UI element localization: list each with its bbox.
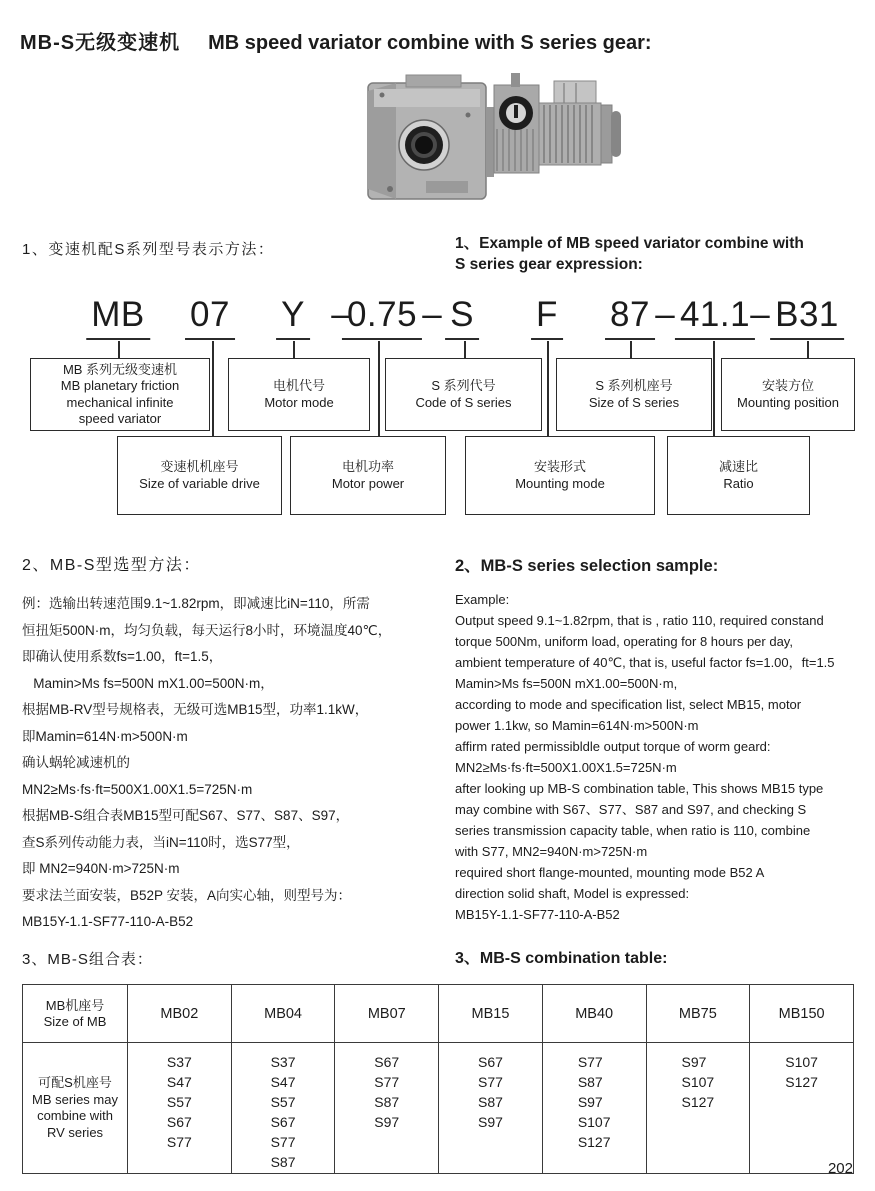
connector-line [212,341,214,436]
column-header-mb15: MB15 [439,985,543,1043]
column-header-mb07: MB07 [335,985,439,1043]
table-cell-mb75 [646,1043,750,1174]
label-box-s-size: S 系列机座号 Size of S series [556,358,712,431]
code-dash: – [331,295,351,334]
code-segment-motor-mode: Y [276,295,310,340]
code-segment-power: 0.75 [342,295,422,340]
connector-line [293,341,295,358]
connector-line [630,341,632,358]
table-cell-mb40 [542,1043,646,1174]
code-segment-mounting-mode: F [531,295,563,340]
selection-method-zh-text: 例：选输出转速范围9.1~1.82rpm，即减速比iN=110，所需 恒扭矩500N·m，均匀负载，每天运行8小时，环境温度40℃， 即确认使用系数fs=1.00，ft=1.5， Mamin>Ms fs=500N mX1.00=500N·m， 根据MB-RV型号规格表，无级可选MB15型，功率1.1kW， 即Mamin=614N·m>500N·m 确认蜗轮减速机的 MN2≥Ms·fs·ft=500X1.00X1.5=725N·m 根据MB-S组合表MB15型可配S67、S77、S87、S97， 查S系列传动能力表，当iN=110时，选S77型， 即 MN2=940N·m>725N·m 要求法兰面安装，B52P 安装，A向实心轴，则型号为： MB15Y-1.1-SF77-110-A-B52 [22,596,392,929]
table-cell-mb15 [439,1043,543,1174]
s-series-list: S97 S107 S127 [681,1054,715,1110]
gearbox-variator-motor-photo [366,71,622,207]
section3-heading-en: 3、MB-S combination table: [455,950,668,967]
selection-sample-en [455,552,873,925]
label-box-motor-mode: 电机代号 Motor mode [228,358,370,431]
table-corner-cell: MB机座号 Size of MB [23,985,128,1043]
connector-line [118,341,120,358]
code-dash: – [655,295,675,334]
section2-heading-zh: 2、MB-S型选型方法： [22,557,201,574]
connector-line [547,341,549,436]
connector-line [807,341,809,358]
s-series-list: S37 S47 S57 S67 S77 [166,1054,192,1150]
column-header-mb02: MB02 [128,985,232,1043]
section1-heading-zh: 1、变速机配S系列型号表示方法： [22,241,275,258]
model-code-diagram [0,295,875,523]
code-segment-s-code: S [445,295,479,340]
connector-line [713,341,715,436]
mb-s-combination-table [22,984,854,1174]
s-series-list: S37 S47 S57 S67 S77 S87 [270,1054,296,1170]
s-series-list: S107 S127 [785,1054,818,1090]
table-header-row [23,985,854,1043]
column-header-mb75: MB75 [646,985,750,1043]
row-label-cell: 可配S机座号 MB series may combine with RV series [23,1043,128,1174]
code-dash: – [422,295,442,334]
section3-heading-zh: 3、MB-S组合表： [22,951,153,968]
page-number: 202 [827,1160,853,1177]
s-series-list: S77 S87 S97 S107 S127 [577,1054,611,1150]
table-data-row [23,1043,854,1174]
section2-heading-en: 2、MB-S series selection sample: [455,557,719,575]
column-header-mb150: MB150 [750,985,854,1043]
connector-line [378,341,380,436]
code-dash: – [750,295,770,334]
label-box-mounting-position: 安装方位 Mounting position [721,358,855,431]
table-cell-mb04 [231,1043,335,1174]
page-title-zh: MB-S无级变速机 [20,32,181,54]
page-title-en: MB speed variator combine with S series gear: [208,32,652,54]
label-box-s-code: S 系列代号 Code of S series [385,358,542,431]
s-series-list: S67 S77 S87 S97 [374,1054,400,1130]
table-cell-mb02 [128,1043,232,1174]
connector-line [464,341,466,358]
section1-heading-en: 1、Example of MB speed variator combine with S series gear expression: [455,235,804,273]
page-title [20,26,652,55]
s-series-list: S67 S77 S87 S97 [478,1054,503,1130]
column-header-mb40: MB40 [542,985,646,1043]
label-box-ratio: 减速比 Ratio [667,436,810,515]
code-segment-ratio: 41.1 [675,295,755,340]
code-segment-s-size: 87 [605,295,655,340]
code-segment-mb: MB [86,295,150,340]
product-photo [366,71,622,212]
code-segment-position: B31 [770,295,844,340]
table-cell-mb07 [335,1043,439,1174]
label-box-mounting-mode: 安装形式 Mounting mode [465,436,655,515]
label-box-variable-drive-size: 变速机机座号 Size of variable drive [117,436,282,515]
selection-sample-en-text: Example: Output speed 9.1~1.82rpm, that is , ratio 110, required constand torque 500Nm, uniform load, operating for 8 hours per day, ambient temperature of 40℃, that is, useful factor fs=1.00，ft=1.5 Mamin>Ms fs=500N mX1.00=500N·m, according to mode and specification list, select MB15, motor power 1.1kw, so Mamin=614N·m>500N·m affirm rated permissibldle output torque of worm geard: MN2≥Ms·fs·ft=500X1.00X1.5=725N·m after looking up MB-S combination table, This shows MB15 type may combine with S67、S77、S87 and S97, and checking S series transmission capacity table, when ratio is 110, combine with S77, MN2=940N·m>725N·m required short flange-mounted, mounting mode B52 A direction solid shaft, Model is expressed: MB15Y-1.1-SF77-110-A-B52 [455,592,835,922]
selection-method-zh [22,552,452,936]
label-box-motor-power: 电机功率 Motor power [290,436,446,515]
code-segment-size: 07 [185,295,235,340]
column-header-mb04: MB04 [231,985,335,1043]
table-cell-mb150 [750,1043,854,1174]
label-box-mb-series: MB 系列无级变速机 MB planetary friction mechanical infinite speed variator [30,358,210,431]
